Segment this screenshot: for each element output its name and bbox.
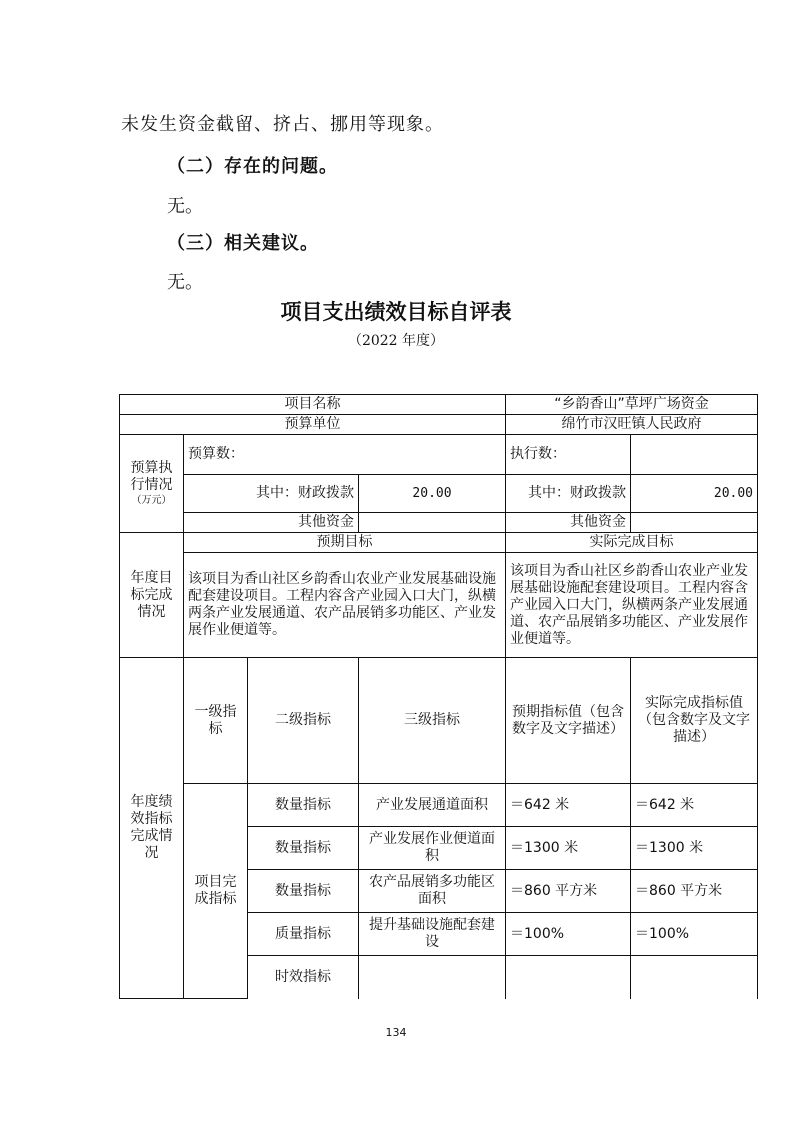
- section-heading-problems: （二）存在的问题。: [167, 156, 338, 177]
- row-actual: [631, 956, 758, 999]
- row-level2: 质量指标: [248, 913, 359, 956]
- budget-exec-label: 预算执行情况: [130, 459, 173, 493]
- budget-fiscal-label: 其中：财政拨款: [184, 475, 359, 513]
- group-label: 项目完成指标: [184, 784, 248, 999]
- budget-unit-row: [120, 415, 758, 435]
- row-expected: [506, 956, 631, 999]
- row-level3: 产业发展作业便道面积: [359, 827, 506, 870]
- row-level3: 提升基础设施配套建设: [359, 913, 506, 956]
- body-line-1: 未发生资金截留、挤占、挪用等现象。: [121, 114, 444, 135]
- budget-fiscal-value: 20.00: [359, 475, 506, 513]
- unit-note: （万元）: [131, 494, 172, 506]
- row-level2: 时效指标: [248, 956, 359, 999]
- table-title: 项目支出绩效目标自评表: [280, 299, 512, 324]
- row-actual: ＝1300 米: [631, 827, 758, 870]
- row-expected: ＝860 平方米: [506, 870, 631, 913]
- table-subtitle: （2022 年度）: [347, 333, 445, 349]
- row-level2: 数量指标: [248, 784, 359, 827]
- col-level3-header: 三级指标: [359, 658, 506, 784]
- exec-fiscal-label: 其中：财政拨款: [506, 475, 631, 513]
- exec-other-funds-label: 其他资金: [506, 513, 631, 533]
- page-number: 134: [385, 1026, 407, 1039]
- evaluation-table: [119, 394, 758, 999]
- goal-header-row: [120, 533, 758, 553]
- indicator-header-row: [120, 658, 758, 784]
- row-actual: ＝100%: [631, 913, 758, 956]
- expected-goal-header: 预期目标: [184, 533, 506, 553]
- row-actual: ＝642 米: [631, 784, 758, 827]
- col-actual-header: 实际完成指标值（包含数字及文字描述）: [631, 658, 758, 784]
- goal-text-row: [120, 553, 758, 658]
- row-level3: 农产品展销多功能区面积: [359, 870, 506, 913]
- exec-amount-value: [631, 435, 758, 475]
- section-heading-suggestions: （三）相关建议。: [167, 233, 319, 254]
- budget-other-funds-value: [359, 513, 506, 533]
- exec-fiscal-value: 20.00: [631, 475, 758, 513]
- col-level2-header: 二级指标: [248, 658, 359, 784]
- table-row: [120, 784, 758, 827]
- fiscal-row: [120, 475, 758, 513]
- annual-goal-label: 年度目标完成情况: [120, 533, 184, 658]
- exec-amount-label: 执行数：: [506, 435, 631, 475]
- row-level3: [359, 956, 506, 999]
- annual-perf-label: 年度绩效指标完成情况: [120, 658, 184, 999]
- project-name-label: 项目名称: [120, 395, 506, 415]
- col-level1-header: 一级指标: [184, 658, 248, 784]
- budget-exec-cell: [120, 435, 184, 533]
- project-name-value: “乡韵香山”草坪广场资金: [506, 395, 758, 415]
- col-expected-header: 预期指标值（包含数字及文字描述）: [506, 658, 631, 784]
- row-actual: ＝860 平方米: [631, 870, 758, 913]
- exec-other-funds-value: [631, 513, 758, 533]
- suggestions-none-text: 无。: [167, 272, 203, 293]
- budget-unit-value: 绵竹市汉旺镇人民政府: [506, 415, 758, 435]
- row-level3: 产业发展通道面积: [359, 784, 506, 827]
- budget-amount-row: [120, 435, 758, 475]
- row-level2: 数量指标: [248, 827, 359, 870]
- budget-amount-label: 预算数：: [184, 435, 506, 475]
- row-expected: ＝1300 米: [506, 827, 631, 870]
- row-expected: ＝100%: [506, 913, 631, 956]
- budget-unit-label: 预算单位: [120, 415, 506, 435]
- actual-goal-text: 该项目为香山社区乡韵香山农业产业发展基础设施配套建设项目。工程内容含产业园入口大门，纵横两条产业发展通道、农产品展销多功能区、产业发展作业便道等。: [506, 553, 758, 658]
- row-level2: 数量指标: [248, 870, 359, 913]
- expected-goal-text: 该项目为香山社区乡韵香山农业产业发展基础设施配套建设项目。工程内容含产业园入口大门，纵横两条产业发展通道、农产品展销多功能区、产业发展作业便道等。: [184, 553, 506, 658]
- row-expected: ＝642 米: [506, 784, 631, 827]
- actual-goal-header: 实际完成目标: [506, 533, 758, 553]
- problems-none-text: 无。: [167, 196, 203, 217]
- budget-other-funds-label: 其他资金: [184, 513, 359, 533]
- other-funds-row: [120, 513, 758, 533]
- project-name-row: [120, 395, 758, 415]
